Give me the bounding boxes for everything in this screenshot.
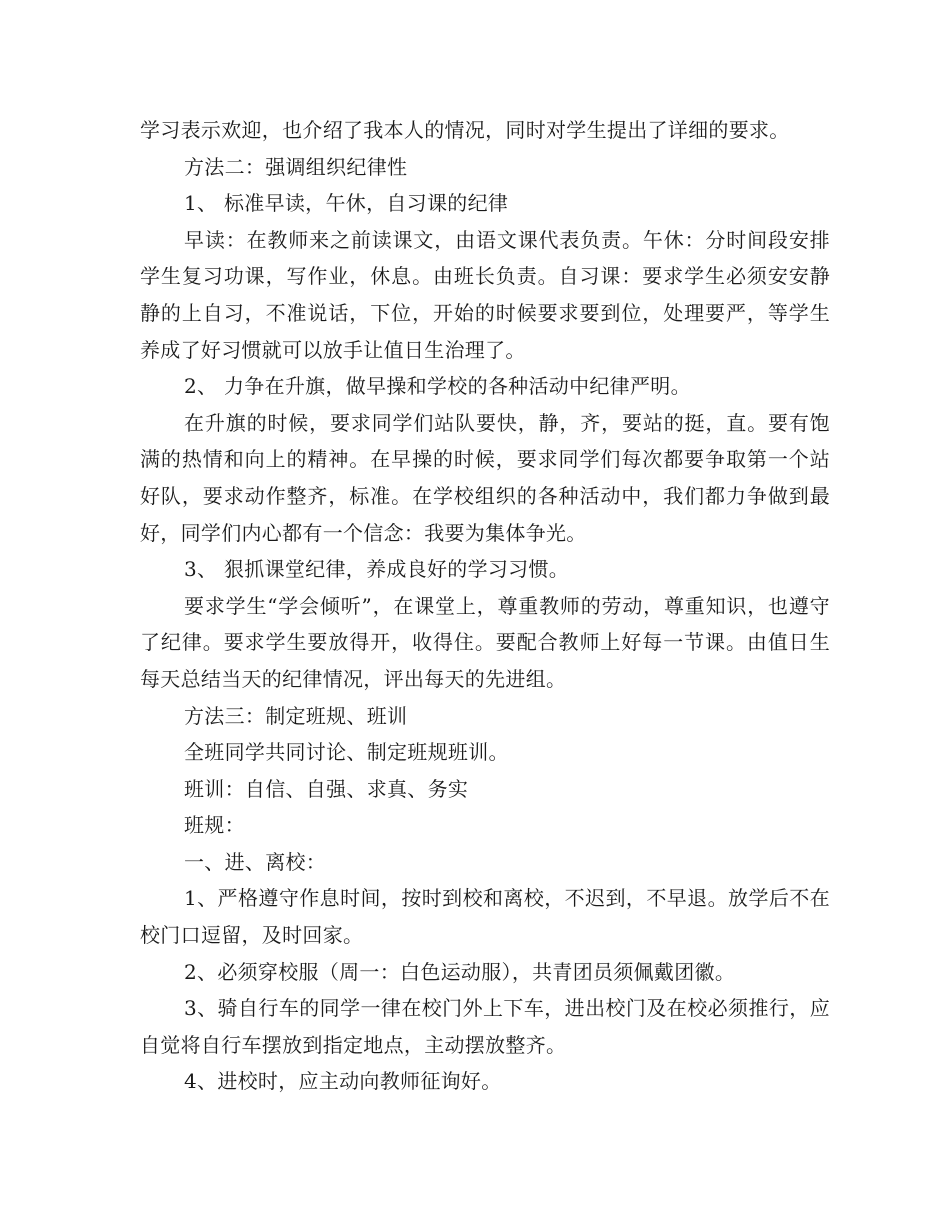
rule-item: 1、严格遵守作息时间，按时到校和离校，不迟到，不早退。放学后不在校门口逗留，及时回家。 <box>140 886 830 948</box>
document-body <box>140 112 830 1100</box>
paragraph: 全班同学共同讨论、制定班规班训。 <box>184 740 509 765</box>
paragraph: 学习表示欢迎，也介绍了我本人的情况，同时对学生提出了详细的要求。 <box>140 118 790 142</box>
rule-item: 4、进校时，应主动向教师征询好。 <box>184 1069 502 1094</box>
class-motto: 班训：自信、自强、求真、务实 <box>184 776 469 801</box>
paragraph: 在升旗的时候，要求同学们站队要快，静，齐，要站的挺，直。要有饱满的热情和向上的精神。在早操的时候，要求同学们每次都要争取第一个站好队，要求动作整齐，标准。在学校组织的各种活动中，我们都力争做到最好，同学们内心都有一个信念：我要为集体争光。 <box>140 410 830 545</box>
section-heading-method-two: 方法二：强调组织纪律性 <box>184 154 408 179</box>
section-heading-method-three: 方法三：制定班规、班训 <box>184 703 408 728</box>
rules-subheading: 一、进、离校： <box>184 849 327 874</box>
rule-item: 2、必须穿校服（周一：白色运动服），共青团员须佩戴团徽。 <box>184 959 736 984</box>
class-rules-heading: 班规： <box>184 813 245 838</box>
list-item-heading: 1、 标准早读，午休，自习课的纪律 <box>184 191 509 216</box>
list-item-heading: 2、 力争在升旗，做早操和学校的各种活动中纪律严明。 <box>184 374 691 399</box>
paragraph: 早读：在教师来之前读课文，由语文课代表负责。午休：分时间段安排学生复习功课，写作业，休息。由班长负责。自习课：要求学生必须安安静静的上自习，不准说话，下位，开始的时候要求要到位，处理要严，等学生养成了好习惯就可以放手让值日生治理了。 <box>140 227 830 362</box>
list-item-heading: 3、 狠抓课堂纪律，养成良好的学习习惯。 <box>184 557 570 582</box>
rule-item: 3、骑自行车的同学一律在校门外上下车，进出校门及在校必须推行，应自觉将自行车摆放到指定地点，主动摆放整齐。 <box>140 996 830 1057</box>
paragraph: 要求学生“学会倾听”，在课堂上，尊重教师的劳动，尊重知识，也遵守了纪律。要求学生要放得开，收得住。要配合教师上好每一节课。由值日生每天总结当天的纪律情况，评出每天的先进组。 <box>140 593 830 691</box>
